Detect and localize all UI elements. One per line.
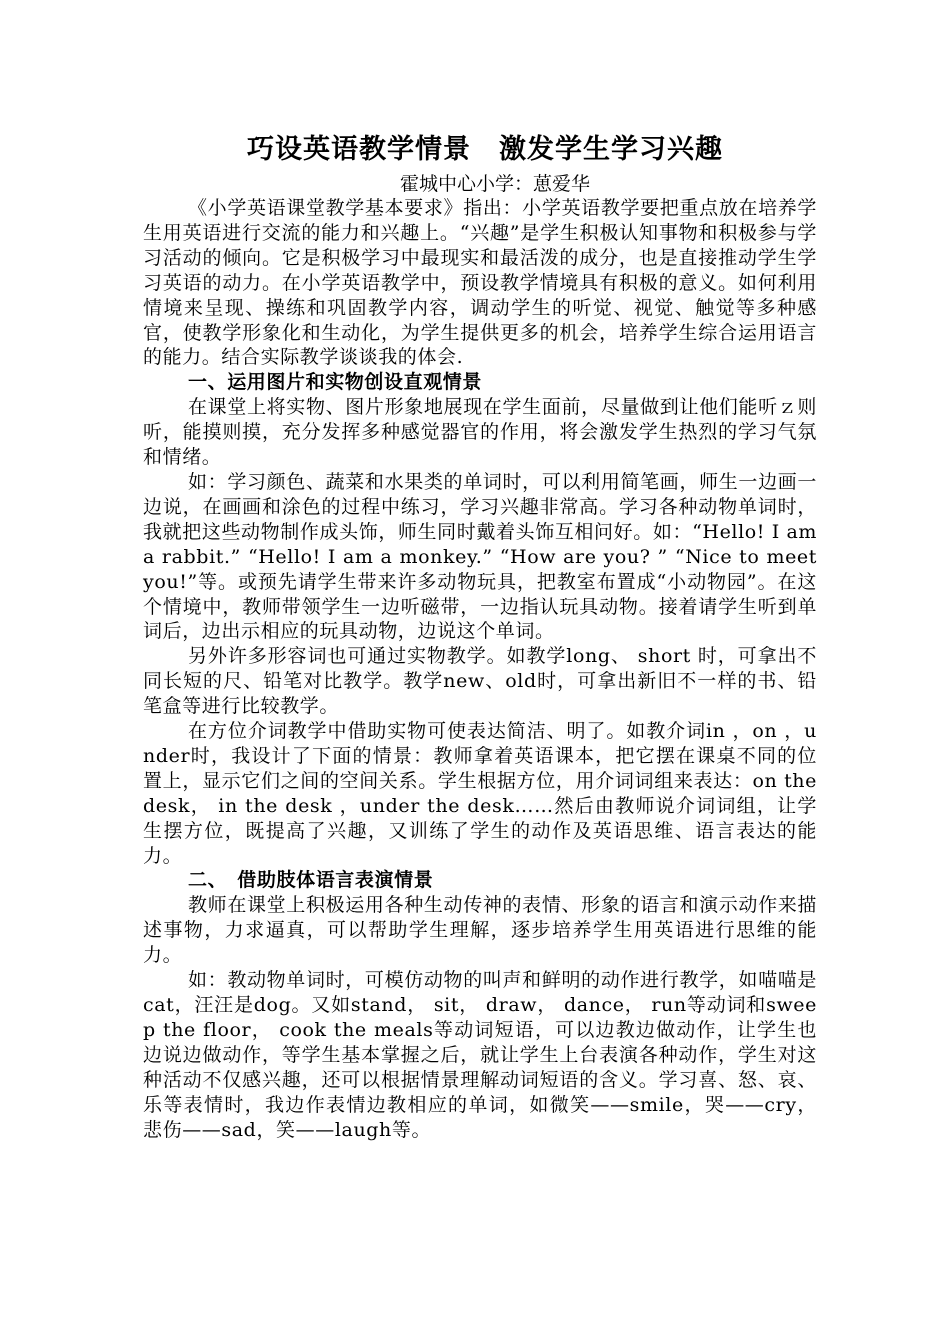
document-page (143, 128, 817, 1142)
document-author: 霍城中心小学：葸爱华 (399, 173, 590, 195)
body-paragraph: 教师在课堂上积极运用各种生动传神的表情、形象的语言和演示动作来描述事物，力求逼真，可以帮助学生理解，逐步培养学生用英语进行思维的能力。 (143, 894, 817, 967)
body-paragraph: 如：学习颜色、蔬菜和水果类的单词时，可以利用简笔画，师生一边画一边说，在画画和涂色的过程中练习，学习兴趣非常高。学习各种动物单词时，我就把这些动物制作成头饰，师生同时戴着头饰互相问好。如：“Hello! I am a rabbit.” “Hello! I am a monkey.” “How are you? ” “Nice to meet you!”等。或预先请学生带来许多动物玩具，把教室布置成“小动物园”。在这个情境中，教师带领学生一边听磁带，一边指认玩具动物。接着请学生听到单词后，边出示相应的玩具动物，边说这个单词。 (143, 470, 817, 643)
section-heading: 二、 借助肢体语言表演情景 (188, 869, 434, 892)
document-title: 巧设英语教学情景 激发学生学习兴趣 (247, 134, 723, 165)
body-paragraph: 《小学英语课堂教学基本要求》指出：小学英语教学要把重点放在培养学生用英语进行交流的能力和兴趣上。“兴趣”是学生积极认知事物和积极参与学习活动的倾向。它是积极学习中最现实和最活泼的成分，也是直接推动学生学习英语的动力。在小学英语教学中，预设教学情境具有积极的意义。如何利用情境来呈现、操练和巩固教学内容，调动学生的听觉、视觉、触觉等多种感官，使教学形象化和生动化，为学生提供更多的机会，培养学生综合运用语言的能力。结合实际教学谈谈我的体会. (143, 197, 817, 369)
section-heading: 一、运用图片和实物创设直观情景 (188, 371, 483, 394)
body-paragraph: 如：教动物单词时，可模仿动物的叫声和鲜明的动作进行教学，如喵喵是cat，汪汪是dog。又如stand， sit， draw， dance， run等动词和sweep the floor， cook the meals等动词短语，可以边教边做动作，让学生也边说边做动作，等学生基本掌握之后，就让学生上台表演各种动作，学生对这种活动不仅感兴趣，还可以根据情景理解动词短语的含义。学习喜、怒、哀、乐等表情时，我边作表情边教相应的单词，如微笑——smile，哭——cry，悲伤——sad，笑——laugh等。 (143, 969, 817, 1141)
body-paragraph: 另外许多形容词也可通过实物教学。如教学long、 short 时，可拿出不同长短的尺、铅笔对比教学。教学new、old时，可拿出新旧不一样的书、铅笔盒等进行比较教学。 (143, 645, 817, 718)
body-paragraph: 在方位介词教学中借助实物可使表达简洁、明了。如教介词in ，on ，under时，我设计了下面的情景：教师拿着英语课本，把它摆在课桌不同的位置上，显示它们之间的空间关系。学生根据方位，用介词词组来表达：on the desk， in the desk ，under the desk……然后由教师说介词词组，让学生摆方位，既提高了兴趣，又训练了学生的动作及英语思维、语言表达的能力。 (143, 720, 817, 867)
body-paragraph: 在课堂上将实物、图片形象地展现在学生面前，尽量做到让他们能听ｚ则听，能摸则摸，充分发挥多种感觉器官的作用，将会激发学生热烈的学习气氛和情绪。 (143, 396, 817, 469)
